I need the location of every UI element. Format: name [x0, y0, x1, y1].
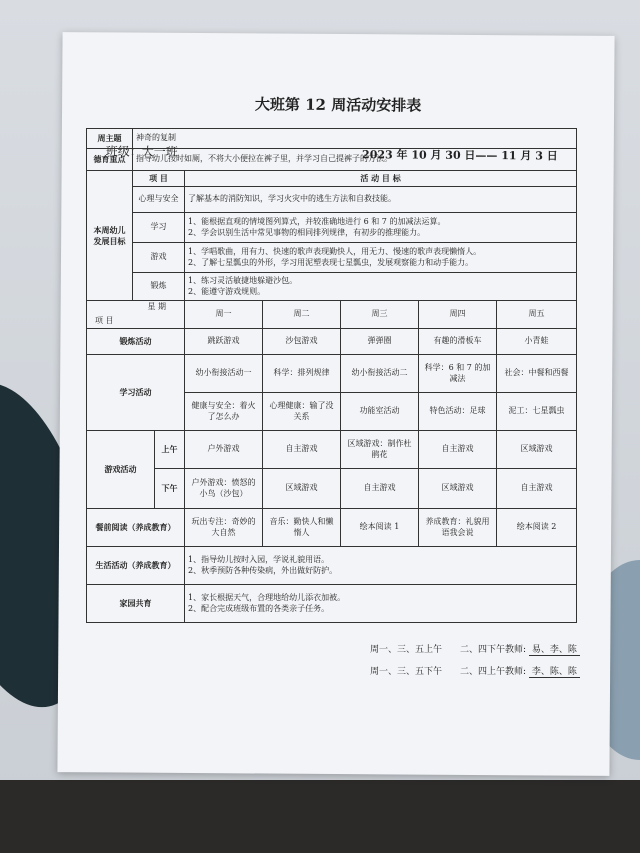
games-cell: 区域游戏 [419, 469, 497, 509]
goal-item: 学习 [133, 213, 185, 243]
learning-cell: 健康与安全：着火了怎么办 [185, 393, 263, 431]
day-header: 周二 [263, 301, 341, 329]
desk-surface [0, 780, 640, 853]
date-range: 2023 年 10 月 30 日—— 11 月 3 日 [362, 148, 558, 163]
learning-cell: 社会：中餐和西餐 [497, 355, 577, 393]
games-pm-label: 下午 [155, 469, 185, 509]
life-label: 生活活动（养成教育） [87, 547, 185, 585]
goal-item: 心理与安全 [133, 187, 185, 213]
games-label: 游戏活动 [87, 431, 155, 509]
games-am-label: 上午 [155, 431, 185, 469]
teacher-names: 李、陈、陈 [529, 667, 580, 678]
theme-label: 周主题 [87, 129, 133, 149]
life-text: 1、指导幼儿按时入园，学说礼貌用语。 2、秋季预防各种传染病，外出做好防护。 [185, 547, 577, 585]
reading-cell: 玩出专注：奇妙的大自然 [185, 509, 263, 547]
games-cell: 户外游戏：愤怒的小鸟（沙包） [185, 469, 263, 509]
learning-cell: 幼小衔接活动二 [341, 355, 419, 393]
games-cell: 自主游戏 [419, 431, 497, 469]
week-corner [87, 301, 185, 329]
home-text: 1、家长根据天气，合理地给幼儿添衣加被。 2、配合完成班级布置的各类亲子任务。 [185, 585, 577, 623]
reading-cell: 绘本阅读 2 [497, 509, 577, 547]
day-header: 周一 [185, 301, 263, 329]
games-cell: 自主游戏 [263, 431, 341, 469]
games-cell: 区域游戏 [497, 431, 577, 469]
goals-head-item: 项 目 [133, 171, 185, 187]
goal-text: 1、练习灵活敏捷地躲避沙包。 2、能遵守游戏规则。 [185, 273, 577, 301]
teacher-line-label: 周一、三、五上午 二、四下午教师: [370, 645, 527, 655]
exercise-cell: 弹弹圈 [341, 329, 419, 355]
corner-bottom: 项 目 [95, 316, 114, 326]
reading-cell: 音乐：勤快人和懒惰人 [263, 509, 341, 547]
home-label: 家园共育 [87, 585, 185, 623]
reading-cell: 绘本阅读 1 [341, 509, 419, 547]
theme-value: 神奇的复制 [133, 129, 577, 149]
exercise-label: 锻炼活动 [87, 329, 185, 355]
schedule-table [86, 128, 577, 623]
learning-cell: 科学：排列规律 [263, 355, 341, 393]
exercise-cell: 沙包游戏 [263, 329, 341, 355]
teacher-line-2 [370, 664, 580, 677]
learning-cell: 科学：6 和 7 的加减法 [419, 355, 497, 393]
reading-cell: 养成教育：礼貌用语我会说 [419, 509, 497, 547]
learning-cell: 功能室活动 [341, 393, 419, 431]
learning-label: 学习活动 [87, 355, 185, 431]
games-cell: 自主游戏 [341, 469, 419, 509]
teacher-names: 易、李、陈 [529, 645, 580, 656]
day-header: 周五 [497, 301, 577, 329]
goal-text: 了解基本的消防知识，学习火灾中的逃生方法和自救技能。 [185, 187, 577, 213]
exercise-cell: 小青蛙 [497, 329, 577, 355]
goals-head-goal: 活 动 目 标 [185, 171, 577, 187]
corner-top: 星 期 [147, 302, 166, 311]
moral-label: 德育重点 [87, 149, 133, 171]
goal-text: 1、能根据直观的情境图列算式，并较准确地进行 6 和 7 的加减法运算。 2、学会识别生活中常见事物的相同排列规律，有初步的推理能力。 [185, 213, 577, 243]
goal-text: 1、学唱歌曲，用有力、快速的歌声表现勤快人，用无力、慢速的歌声表现懒惰人。 2、了解七星瓢虫的外形，学习用泥塑表现七星瓢虫，发展观察能力和动手能力。 [185, 243, 577, 273]
day-header: 周三 [341, 301, 419, 329]
goals-side-label: 本周幼儿发展目标 [87, 171, 133, 301]
teacher-line-label: 周一、三、五下午 二、四上午教师: [370, 667, 527, 677]
learning-cell: 特色活动：足球 [419, 393, 497, 431]
learning-cell: 泥工：七星瓢虫 [497, 393, 577, 431]
moral-value: 指导幼儿按时如厕，不将大小便拉在裤子里，并学习自己提裤子的方法。 [133, 149, 577, 171]
exercise-cell: 有趣的滑板车 [419, 329, 497, 355]
exercise-cell: 跳跃游戏 [185, 329, 263, 355]
games-cell: 区域游戏：制作杜鹃花 [341, 431, 419, 469]
reading-label: 餐前阅读（养成教育） [87, 509, 185, 547]
teacher-line-1 [370, 642, 580, 655]
goal-item: 锻炼 [133, 273, 185, 301]
learning-cell: 心理健康：输了没关系 [263, 393, 341, 431]
games-cell: 自主游戏 [497, 469, 577, 509]
class-label: 班级：大一班 [105, 144, 178, 159]
games-cell: 户外游戏 [185, 431, 263, 469]
games-cell: 区域游戏 [263, 469, 341, 509]
goal-item: 游戏 [133, 243, 185, 273]
day-header: 周四 [419, 301, 497, 329]
page-title: 大班第 12 周活动安排表 [254, 95, 422, 115]
learning-cell: 幼小衔接活动一 [185, 355, 263, 393]
